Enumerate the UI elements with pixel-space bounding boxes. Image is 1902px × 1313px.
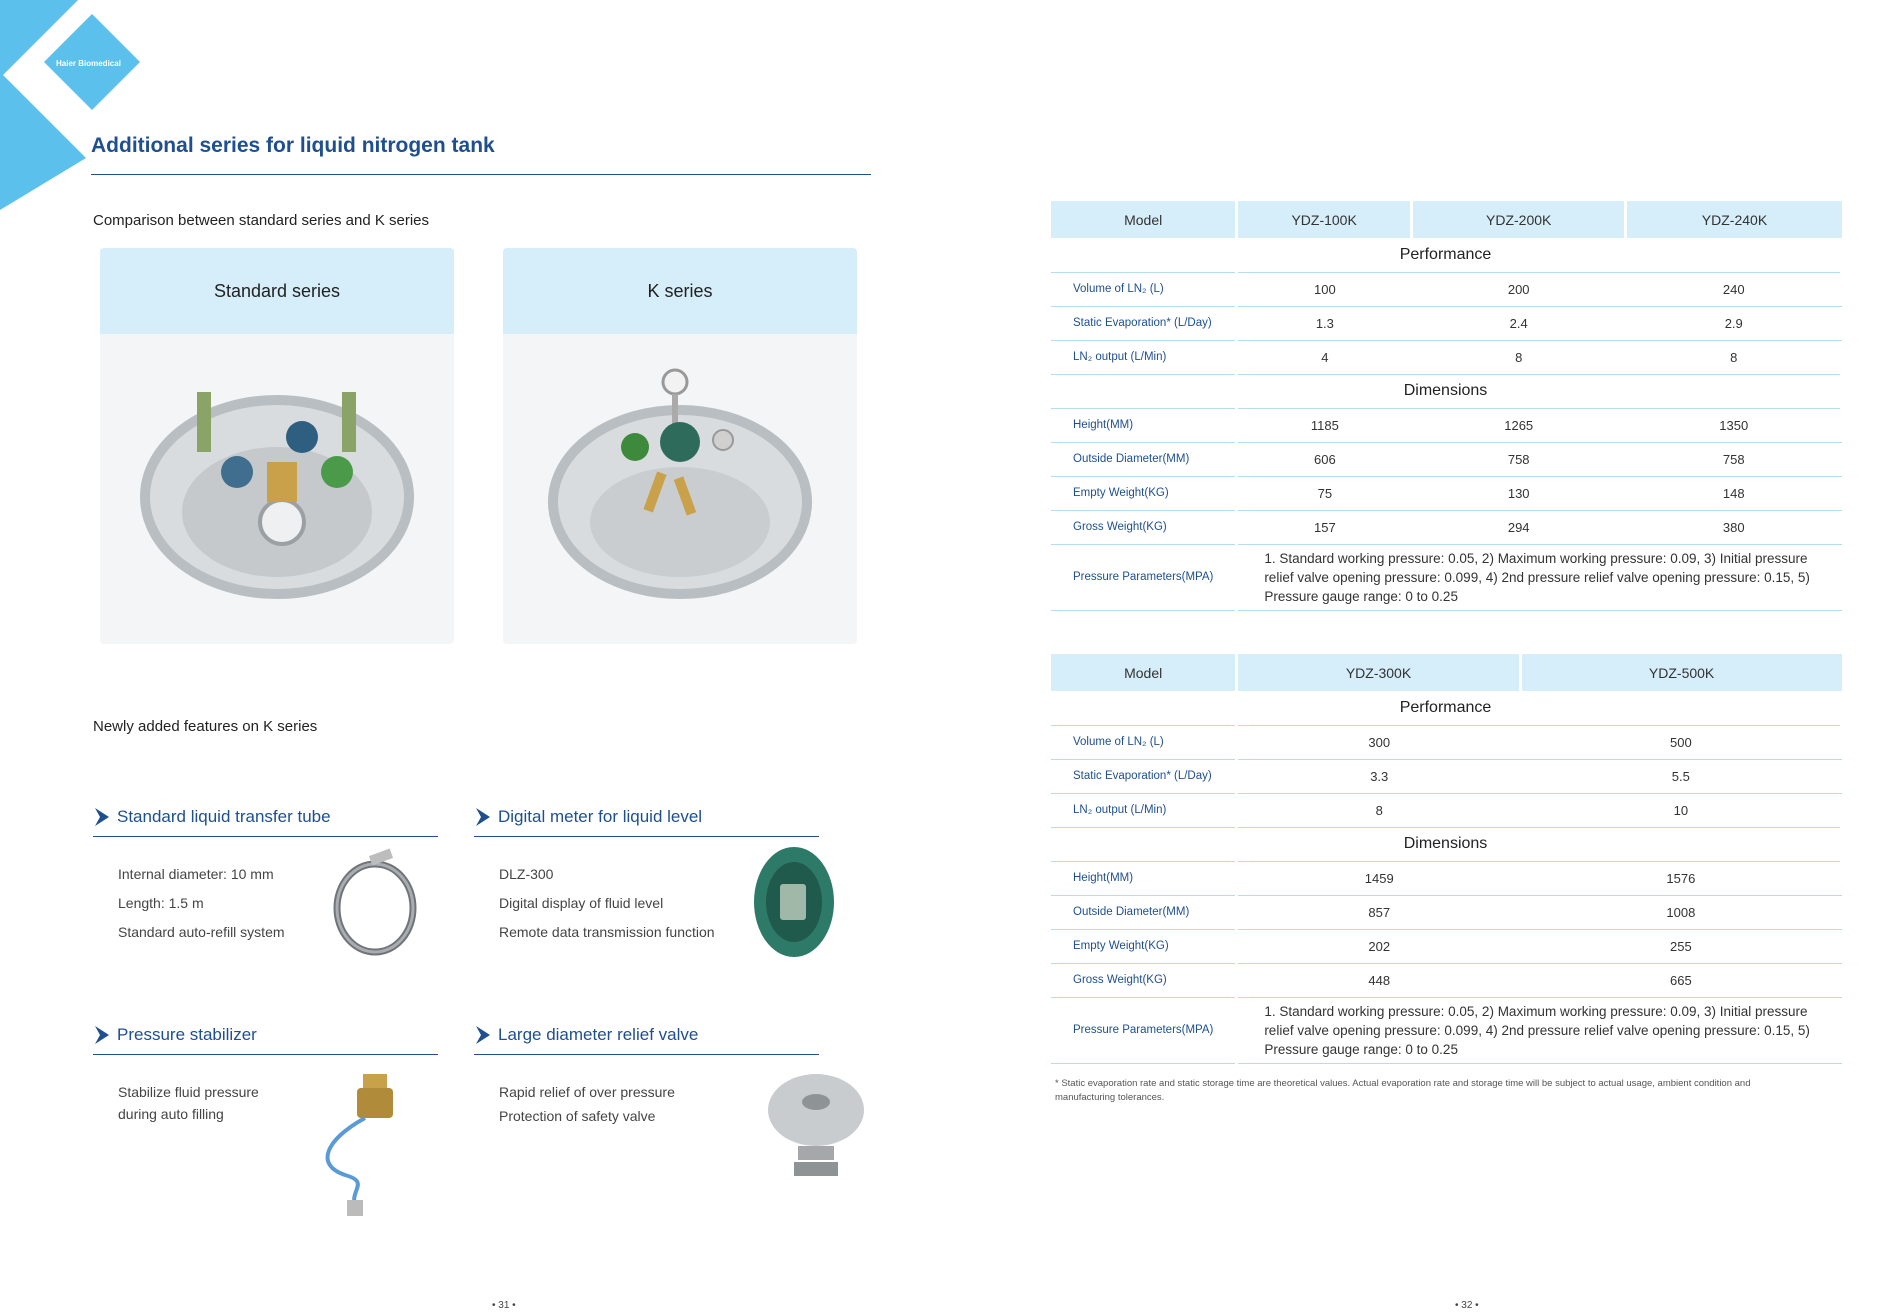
pressure-stabilizer-image: [315, 1070, 415, 1220]
feature-pressure-stabilizer: [93, 1022, 438, 1122]
feature-relief-valve: [474, 1022, 819, 1124]
table-row: Empty Weight(KG) 75 130 148: [1051, 476, 1842, 510]
section-heading-performance: Performance: [1051, 238, 1842, 272]
digital-meter-image: [752, 842, 836, 960]
chevron-right-icon: [474, 1024, 492, 1046]
feature-title: Pressure stabilizer: [117, 1025, 257, 1044]
chevron-right-icon: [93, 806, 111, 828]
spec-table-2: [1051, 654, 1843, 1064]
feature-title: Large diameter relief valve: [498, 1025, 699, 1044]
standard-series-label: Standard series: [100, 248, 454, 334]
feature-line: during auto filling: [118, 1106, 224, 1122]
feature-line: Protection of safety valve: [499, 1108, 656, 1124]
feature-title: Standard liquid transfer tube: [117, 807, 331, 826]
feature-line: Digital display of fluid level: [499, 895, 664, 911]
table-row: Outside Diameter(MM) 606 758 758: [1051, 442, 1842, 476]
feature-line: Standard auto-refill system: [118, 924, 285, 940]
feature-line: DLZ-300: [499, 866, 554, 882]
feature-transfer-tube: [93, 804, 438, 940]
title-divider: [91, 174, 871, 175]
feature-line: Internal diameter: 10 mm: [118, 866, 274, 882]
spec-table-1: [1051, 201, 1843, 611]
features-heading: Newly added features on K series: [93, 718, 318, 735]
page-number-left: • 31 •: [492, 1300, 516, 1311]
table-header-cell: YDZ-500K: [1520, 654, 1841, 691]
standard-series-card: [100, 248, 454, 644]
brand-logo: [0, 0, 140, 210]
table-row: Height(MM) 1459 1576: [1051, 861, 1842, 895]
k-series-label: K series: [503, 248, 857, 334]
relief-valve-image: [764, 1070, 868, 1182]
page-number-right: • 32 •: [1455, 1300, 1479, 1311]
chevron-right-icon: [93, 1024, 111, 1046]
table-row: Outside Diameter(MM) 857 1008: [1051, 895, 1842, 929]
comparison-heading: Comparison between standard series and K series: [93, 212, 430, 229]
feature-line: Length: 1.5 m: [118, 895, 204, 911]
section-heading-dimensions: Dimensions: [1051, 374, 1842, 408]
feature-line: Remote data transmission function: [499, 924, 715, 940]
footnote: * Static evaporation rate and static storage time are theoretical values. Actual evaporation rate and storage time will be subject to actual usage, ambient condition and manufacturing tolerances.: [1055, 1078, 1751, 1103]
table-row: Height(MM) 1185 1265 1350: [1051, 408, 1842, 442]
table-row-pressure: Pressure Parameters(MPA) 1. Standard working pressure: 0.05, 2) Maximum working pressure: 0.09, 3) Initial pressure relief valve opening pressure: 0.099, 4) 2nd pressure relief valve opening pressure: 0.15, 5) Pressure gauge range: 0 to 0.25: [1051, 544, 1842, 610]
table-row: Gross Weight(KG) 157 294 380: [1051, 510, 1842, 544]
feature-line: Stabilize fluid pressure: [118, 1084, 259, 1100]
logo-text: Haier Biomedical: [56, 59, 121, 68]
table-row: Gross Weight(KG) 448 665: [1051, 963, 1842, 997]
table-header-cell: YDZ-200K: [1411, 201, 1626, 238]
table-row: Static Evaporation* (L/Day) 3.3 5.5: [1051, 759, 1842, 793]
table-row: LN₂ output (L/Min) 4 8 8: [1051, 340, 1842, 374]
table-header-cell: Model: [1051, 201, 1237, 238]
table-header-cell: YDZ-100K: [1237, 201, 1412, 238]
feature-title: Digital meter for liquid level: [498, 807, 703, 826]
feature-line: Rapid relief of over pressure: [499, 1084, 675, 1100]
page-title: Additional series for liquid nitrogen tank: [91, 134, 495, 157]
chevron-right-icon: [474, 806, 492, 828]
standard-series-tank-image: [127, 352, 427, 612]
k-series-card: [503, 248, 857, 644]
feature-digital-meter: [474, 804, 819, 940]
table-header-cell: YDZ-300K: [1237, 654, 1520, 691]
table-row: Static Evaporation* (L/Day) 1.3 2.4 2.9: [1051, 306, 1842, 340]
table-row: Volume of LN₂ (L) 100 200 240: [1051, 272, 1842, 306]
table-row: LN₂ output (L/Min) 8 10: [1051, 793, 1842, 827]
section-heading-dimensions: Dimensions: [1051, 827, 1842, 861]
transfer-tube-image: [315, 846, 430, 961]
table-row: Volume of LN₂ (L) 300 500: [1051, 725, 1842, 759]
table-row: Empty Weight(KG) 202 255: [1051, 929, 1842, 963]
table-header-cell: YDZ-240K: [1626, 201, 1842, 238]
table-row-pressure: Pressure Parameters(MPA) 1. Standard working pressure: 0.05, 2) Maximum working pressure: 0.09, 3) Initial pressure relief valve opening pressure: 0.099, 4) 2nd pressure relief valve opening pressure: 0.15, 5) Pressure gauge range: 0 to 0.25: [1051, 997, 1842, 1063]
k-series-tank-image: [530, 352, 830, 612]
section-heading-performance: Performance: [1051, 691, 1842, 725]
table-header-cell: Model: [1051, 654, 1237, 691]
